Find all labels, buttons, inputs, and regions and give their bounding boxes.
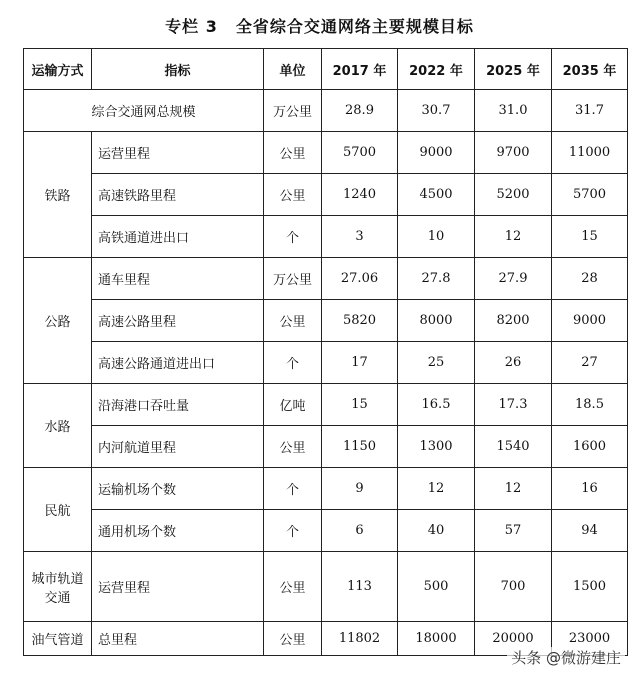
value-cell: 26 [475, 342, 552, 384]
value-cell: 700 [475, 552, 552, 622]
value-cell: 20000 [475, 622, 552, 656]
value-cell: 1500 [552, 552, 628, 622]
value-cell: 15 [552, 216, 628, 258]
value-cell: 9000 [552, 300, 628, 342]
value-cell: 1240 [322, 174, 398, 216]
watermark: 头条 @微游建庄 [507, 647, 625, 668]
table-row [24, 426, 628, 468]
unit-cell: 公里 [264, 622, 322, 656]
value-cell: 1540 [475, 426, 552, 468]
targets-table [23, 48, 628, 656]
value-cell: 9700 [475, 132, 552, 174]
value-cell: 113 [322, 552, 398, 622]
value-cell: 27.9 [475, 258, 552, 300]
value-cell: 11802 [322, 622, 398, 656]
unit-cell: 公里 [264, 132, 322, 174]
unit-cell: 亿吨 [264, 384, 322, 426]
value-cell: 17.3 [475, 384, 552, 426]
indicator-cell: 内河航道里程 [92, 426, 264, 468]
value-cell: 8200 [475, 300, 552, 342]
table-row [24, 300, 628, 342]
total-value-2035: 31.7 [552, 90, 628, 132]
table-row [24, 552, 628, 622]
title-prefix: 专栏 3 [165, 17, 218, 36]
value-cell: 12 [475, 216, 552, 258]
value-cell: 4500 [398, 174, 475, 216]
value-cell: 10 [398, 216, 475, 258]
category-pipeline: 油气管道 [24, 622, 92, 656]
value-cell: 1150 [322, 426, 398, 468]
unit-cell: 个 [264, 342, 322, 384]
value-cell: 6 [322, 510, 398, 552]
table-title [0, 14, 639, 37]
value-cell: 57 [475, 510, 552, 552]
table-row [24, 174, 628, 216]
unit-cell: 公里 [264, 426, 322, 468]
value-cell: 5820 [322, 300, 398, 342]
table-row [24, 258, 628, 300]
header-cell-indicator: 指标 [92, 49, 264, 90]
unit-cell: 公里 [264, 552, 322, 622]
indicator-cell: 运营里程 [92, 132, 264, 174]
value-cell: 94 [552, 510, 628, 552]
header-cell-mode: 运输方式 [24, 49, 92, 90]
value-cell: 11000 [552, 132, 628, 174]
table-row [24, 132, 628, 174]
category-line: 交通 [44, 590, 71, 606]
header-cell-2035: 2035 年 [552, 49, 628, 90]
indicator-cell: 高速公路通道进出口 [92, 342, 264, 384]
value-cell: 1600 [552, 426, 628, 468]
value-cell: 28 [552, 258, 628, 300]
unit-cell: 万公里 [264, 258, 322, 300]
value-cell: 27.8 [398, 258, 475, 300]
table-row [24, 216, 628, 258]
value-cell: 5200 [475, 174, 552, 216]
indicator-cell: 总里程 [92, 622, 264, 656]
title-text: 全省综合交通网络主要规模目标 [235, 17, 474, 36]
value-cell: 25 [398, 342, 475, 384]
value-cell: 40 [398, 510, 475, 552]
category-waterway: 水路 [24, 384, 92, 468]
indicator-cell: 运输机场个数 [92, 468, 264, 510]
value-cell: 17 [322, 342, 398, 384]
value-cell: 8000 [398, 300, 475, 342]
unit-cell: 个 [264, 216, 322, 258]
value-cell: 15 [322, 384, 398, 426]
header-cell-2025: 2025 年 [475, 49, 552, 90]
total-unit: 万公里 [264, 90, 322, 132]
header-row [24, 49, 628, 90]
header-cell-2017: 2017 年 [322, 49, 398, 90]
category-highway: 公路 [24, 258, 92, 384]
value-cell: 16 [552, 468, 628, 510]
value-cell: 9 [322, 468, 398, 510]
table-row [24, 384, 628, 426]
table-row [24, 510, 628, 552]
value-cell: 18000 [398, 622, 475, 656]
value-cell: 5700 [552, 174, 628, 216]
category-line: 城市轨道 [31, 571, 84, 587]
value-cell: 12 [475, 468, 552, 510]
value-cell: 27.06 [322, 258, 398, 300]
category-urban-rail [24, 552, 92, 622]
value-cell: 1300 [398, 426, 475, 468]
value-cell: 3 [322, 216, 398, 258]
value-cell: 9000 [398, 132, 475, 174]
indicator-cell: 高速公路里程 [92, 300, 264, 342]
table-row [24, 468, 628, 510]
value-cell: 5700 [322, 132, 398, 174]
indicator-cell: 沿海港口吞吐量 [92, 384, 264, 426]
value-cell: 12 [398, 468, 475, 510]
value-cell: 18.5 [552, 384, 628, 426]
value-cell: 23000 [552, 622, 628, 656]
value-cell: 16.5 [398, 384, 475, 426]
indicator-cell: 高铁通道进出口 [92, 216, 264, 258]
indicator-cell: 通车里程 [92, 258, 264, 300]
unit-cell: 个 [264, 468, 322, 510]
table-row-total [24, 90, 628, 132]
unit-cell: 公里 [264, 174, 322, 216]
unit-cell: 个 [264, 510, 322, 552]
table-row [24, 342, 628, 384]
total-label: 综合交通网总规模 [24, 90, 264, 132]
total-value-2025: 31.0 [475, 90, 552, 132]
header-cell-2022: 2022 年 [398, 49, 475, 90]
header-cell-unit: 单位 [264, 49, 322, 90]
value-cell: 500 [398, 552, 475, 622]
indicator-cell: 运营里程 [92, 552, 264, 622]
unit-cell: 公里 [264, 300, 322, 342]
total-value-2017: 28.9 [322, 90, 398, 132]
total-value-2022: 30.7 [398, 90, 475, 132]
category-aviation: 民航 [24, 468, 92, 552]
category-railway: 铁路 [24, 132, 92, 258]
indicator-cell: 高速铁路里程 [92, 174, 264, 216]
indicator-cell: 通用机场个数 [92, 510, 264, 552]
value-cell: 27 [552, 342, 628, 384]
